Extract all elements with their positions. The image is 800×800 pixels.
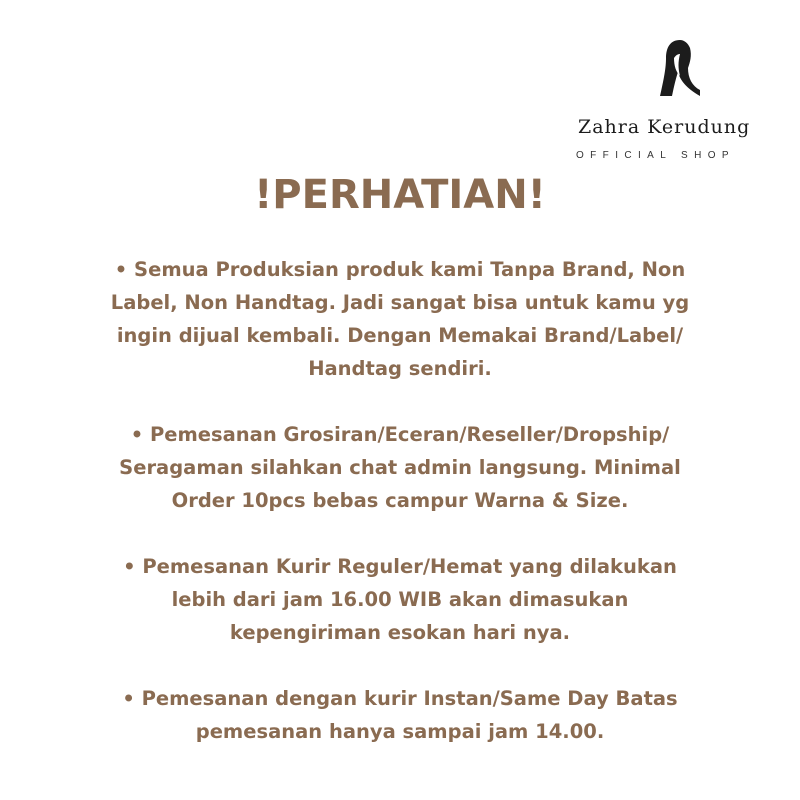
brand-logo (560, 36, 790, 166)
notice-item: • Semua Produksian produk kami Tanpa Brand, Non Label, Non Handtag. Jadi sangat bisa untuk kamu yg ingin dijual kembali. Dengan Memakai Brand/Label/ Handtag sendiri. (110, 258, 690, 380)
page-title: !PERHATIAN! (254, 172, 546, 218)
notice-item: • Pemesanan dengan kurir Instan/Same Day Batas pemesanan hanya sampai jam 14.00. (122, 687, 678, 743)
notice-item: • Pemesanan Grosiran/Eceran/Reseller/Dropship/ Seragaman silahkan chat admin langsung. Minimal Order 10pcs bebas campur Warna & Size. (119, 423, 681, 512)
brand-subtitle: OFFICIAL SHOP (576, 150, 735, 161)
brand-name: Zahra Kerudung (578, 116, 751, 138)
hijab-silhouette-icon (658, 38, 702, 98)
notice-item: • Pemesanan Kurir Reguler/Hemat yang dilakukan lebih dari jam 16.00 WIB akan dimasukan kepengiriman esokan hari nya. (123, 555, 677, 644)
notice-list (60, 253, 740, 781)
